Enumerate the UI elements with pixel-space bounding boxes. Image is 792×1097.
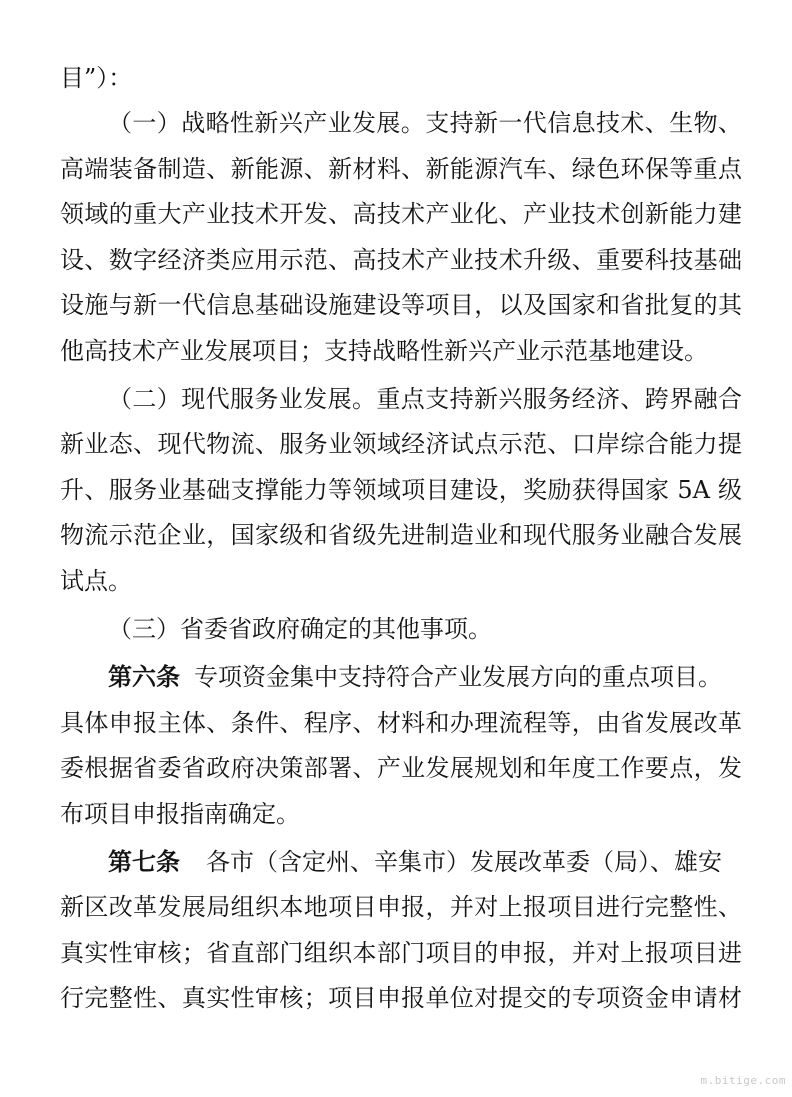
- article-seven-line: [108, 842, 742, 882]
- text-run: 专项资金集中支持符合产业发展方向的重点项目。: [194, 663, 722, 691]
- text-line: 具体申报主体、条件、程序、材料和办理流程等，由省发展改革: [60, 709, 742, 737]
- text-line: 布项目申报指南确定。: [60, 800, 300, 828]
- text-line: 升、服务业基础支撑能力等领域项目建设，奖励获得国家 5A 级: [60, 476, 742, 504]
- text-line: 新区改革发展局组织本地项目申报，并对上报项目进行完整性、: [60, 893, 742, 921]
- article-six-line: [108, 657, 742, 697]
- text-line: 设施与新一代信息基础设施建设等项目，以及国家和省批复的其: [60, 291, 742, 319]
- watermark-text: m.bitige.com: [700, 1074, 786, 1087]
- text-line: 委根据省委省政府决策部署、产业发展规划和年度工作要点，发: [60, 754, 742, 782]
- article-heading: 第七条: [108, 847, 180, 876]
- text-line: 真实性审核；省直部门组织本部门项目的申报，并对上报项目进: [60, 939, 742, 967]
- text-line: 试点。: [60, 567, 132, 595]
- text-run: 各市（含定州、辛集市）发展改革委（局）、雄安: [206, 848, 722, 876]
- article-heading: 第六条: [108, 662, 180, 691]
- text-line: （二）现代服务业发展。重点支持新兴服务经济、跨界融合: [108, 385, 742, 413]
- text-line: 行完整性、真实性审核；项目申报单位对提交的专项资金申请材: [60, 984, 742, 1012]
- text-line: 物流示范企业，国家级和省级先进制造业和现代服务业融合发展: [60, 521, 742, 549]
- text-line: 设、数字经济类应用示范、高技术产业技术升级、重要科技基础: [60, 246, 742, 274]
- text-line: 目”）：: [60, 64, 133, 92]
- text-line: （三）省委省政府确定的其他事项。: [108, 615, 492, 643]
- text-line: 高端装备制造、新能源、新材料、新能源汽车、绿色环保等重点: [60, 155, 742, 183]
- text-line: 领域的重大产业技术开发、高技术产业化、产业技术创新能力建: [60, 200, 742, 228]
- text-line: （一）战略性新兴产业发展。支持新一代信息技术、生物、: [108, 109, 742, 137]
- text-line: 新业态、现代物流、服务业领域经济试点示范、口岸综合能力提: [60, 430, 742, 458]
- text-line: 他高技术产业发展项目；支持战略性新兴产业示范基地建设。: [60, 337, 708, 365]
